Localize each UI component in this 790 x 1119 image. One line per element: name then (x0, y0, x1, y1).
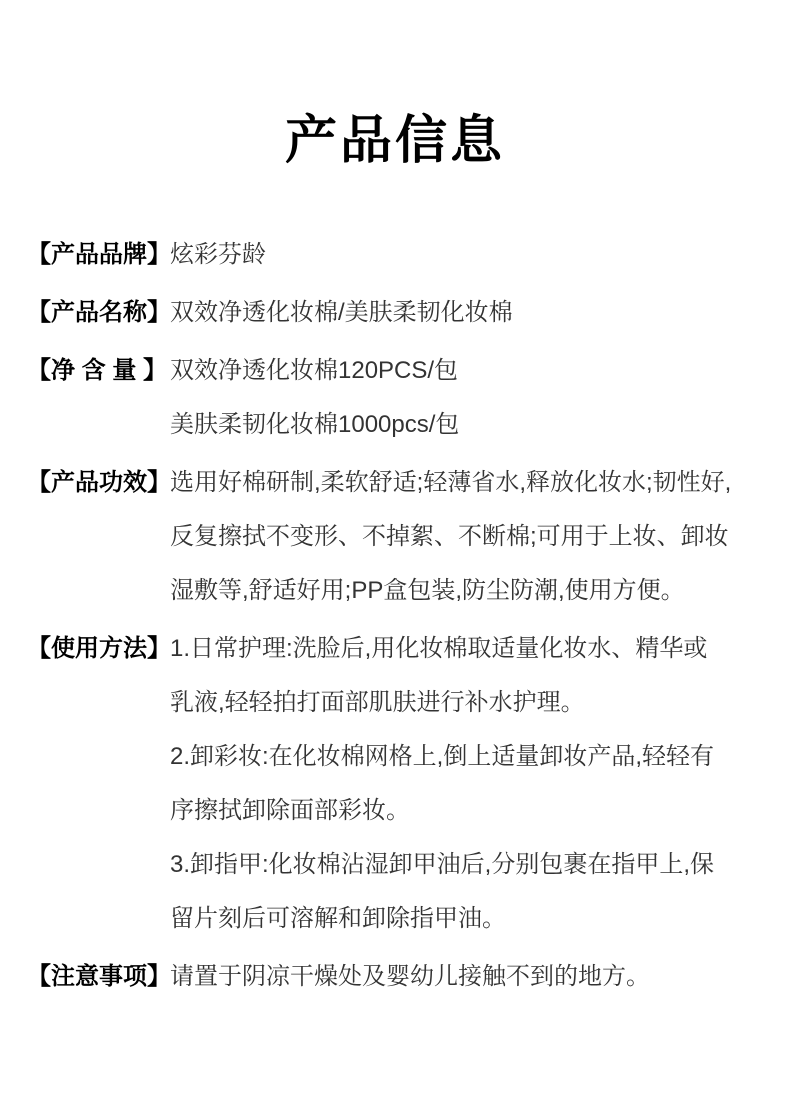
info-row-efficacy (27, 456, 764, 618)
info-row-product-name (27, 286, 764, 340)
info-value-line: 湿敷等,舒适好用;PP盒包装,防尘防潮,使用方便。 (170, 577, 685, 605)
info-value-line: 1.日常护理:洗脸后,用化妆棉取适量化妆水、精华或 (170, 635, 708, 663)
info-label-product-name: 【产品名称】 (27, 299, 171, 327)
info-value-line: 选用好棉研制,柔软舒适;轻薄省水,释放化妆水;韧性好, (170, 469, 732, 497)
info-row-net-content (27, 344, 764, 452)
info-value-line: 炫彩芬龄 (170, 241, 266, 269)
info-value-line: 美肤柔韧化妆棉1000pcs/包 (170, 411, 460, 439)
info-value-net-content (170, 344, 764, 452)
info-label-usage: 【使用方法】 (27, 635, 171, 663)
info-value-brand (170, 228, 764, 282)
info-row-brand (27, 228, 764, 282)
info-row-usage (27, 622, 764, 946)
info-label-brand: 【产品品牌】 (27, 241, 171, 269)
info-value-line: 请置于阴凉干燥处及婴幼儿接触不到的地方。 (170, 963, 650, 991)
info-value-usage (170, 622, 764, 946)
info-value-line: 3.卸指甲:化妆棉沾湿卸甲油后,分别包裹在指甲上,保 (170, 851, 715, 879)
info-label-net-content: 【净 含 量 】 (27, 357, 168, 385)
info-row-precautions (27, 950, 764, 1004)
info-value-line: 序擦拭卸除面部彩妆。 (170, 797, 410, 825)
info-value-efficacy (170, 456, 764, 618)
info-value-line: 双效净透化妆棉/美肤柔韧化妆棉 (170, 299, 513, 327)
info-value-line: 双效净透化妆棉120PCS/包 (170, 357, 459, 385)
info-value-line: 留片刻后可溶解和卸除指甲油。 (170, 905, 506, 933)
info-value-line: 乳液,轻轻拍打面部肌肤进行补水护理。 (170, 689, 585, 717)
info-label-precautions: 【注意事项】 (27, 963, 171, 991)
info-list (0, 228, 790, 1004)
info-value-product-name (170, 286, 764, 340)
page-title: 产品信息 (284, 112, 505, 170)
info-value-line: 反复擦拭不变形、不掉絮、不断棉;可用于上妆、卸妆 (170, 523, 729, 551)
info-value-precautions (170, 950, 764, 1004)
info-label-efficacy: 【产品功效】 (27, 469, 171, 497)
info-value-line: 2.卸彩妆:在化妆棉网格上,倒上适量卸妆产品,轻轻有 (170, 743, 715, 771)
